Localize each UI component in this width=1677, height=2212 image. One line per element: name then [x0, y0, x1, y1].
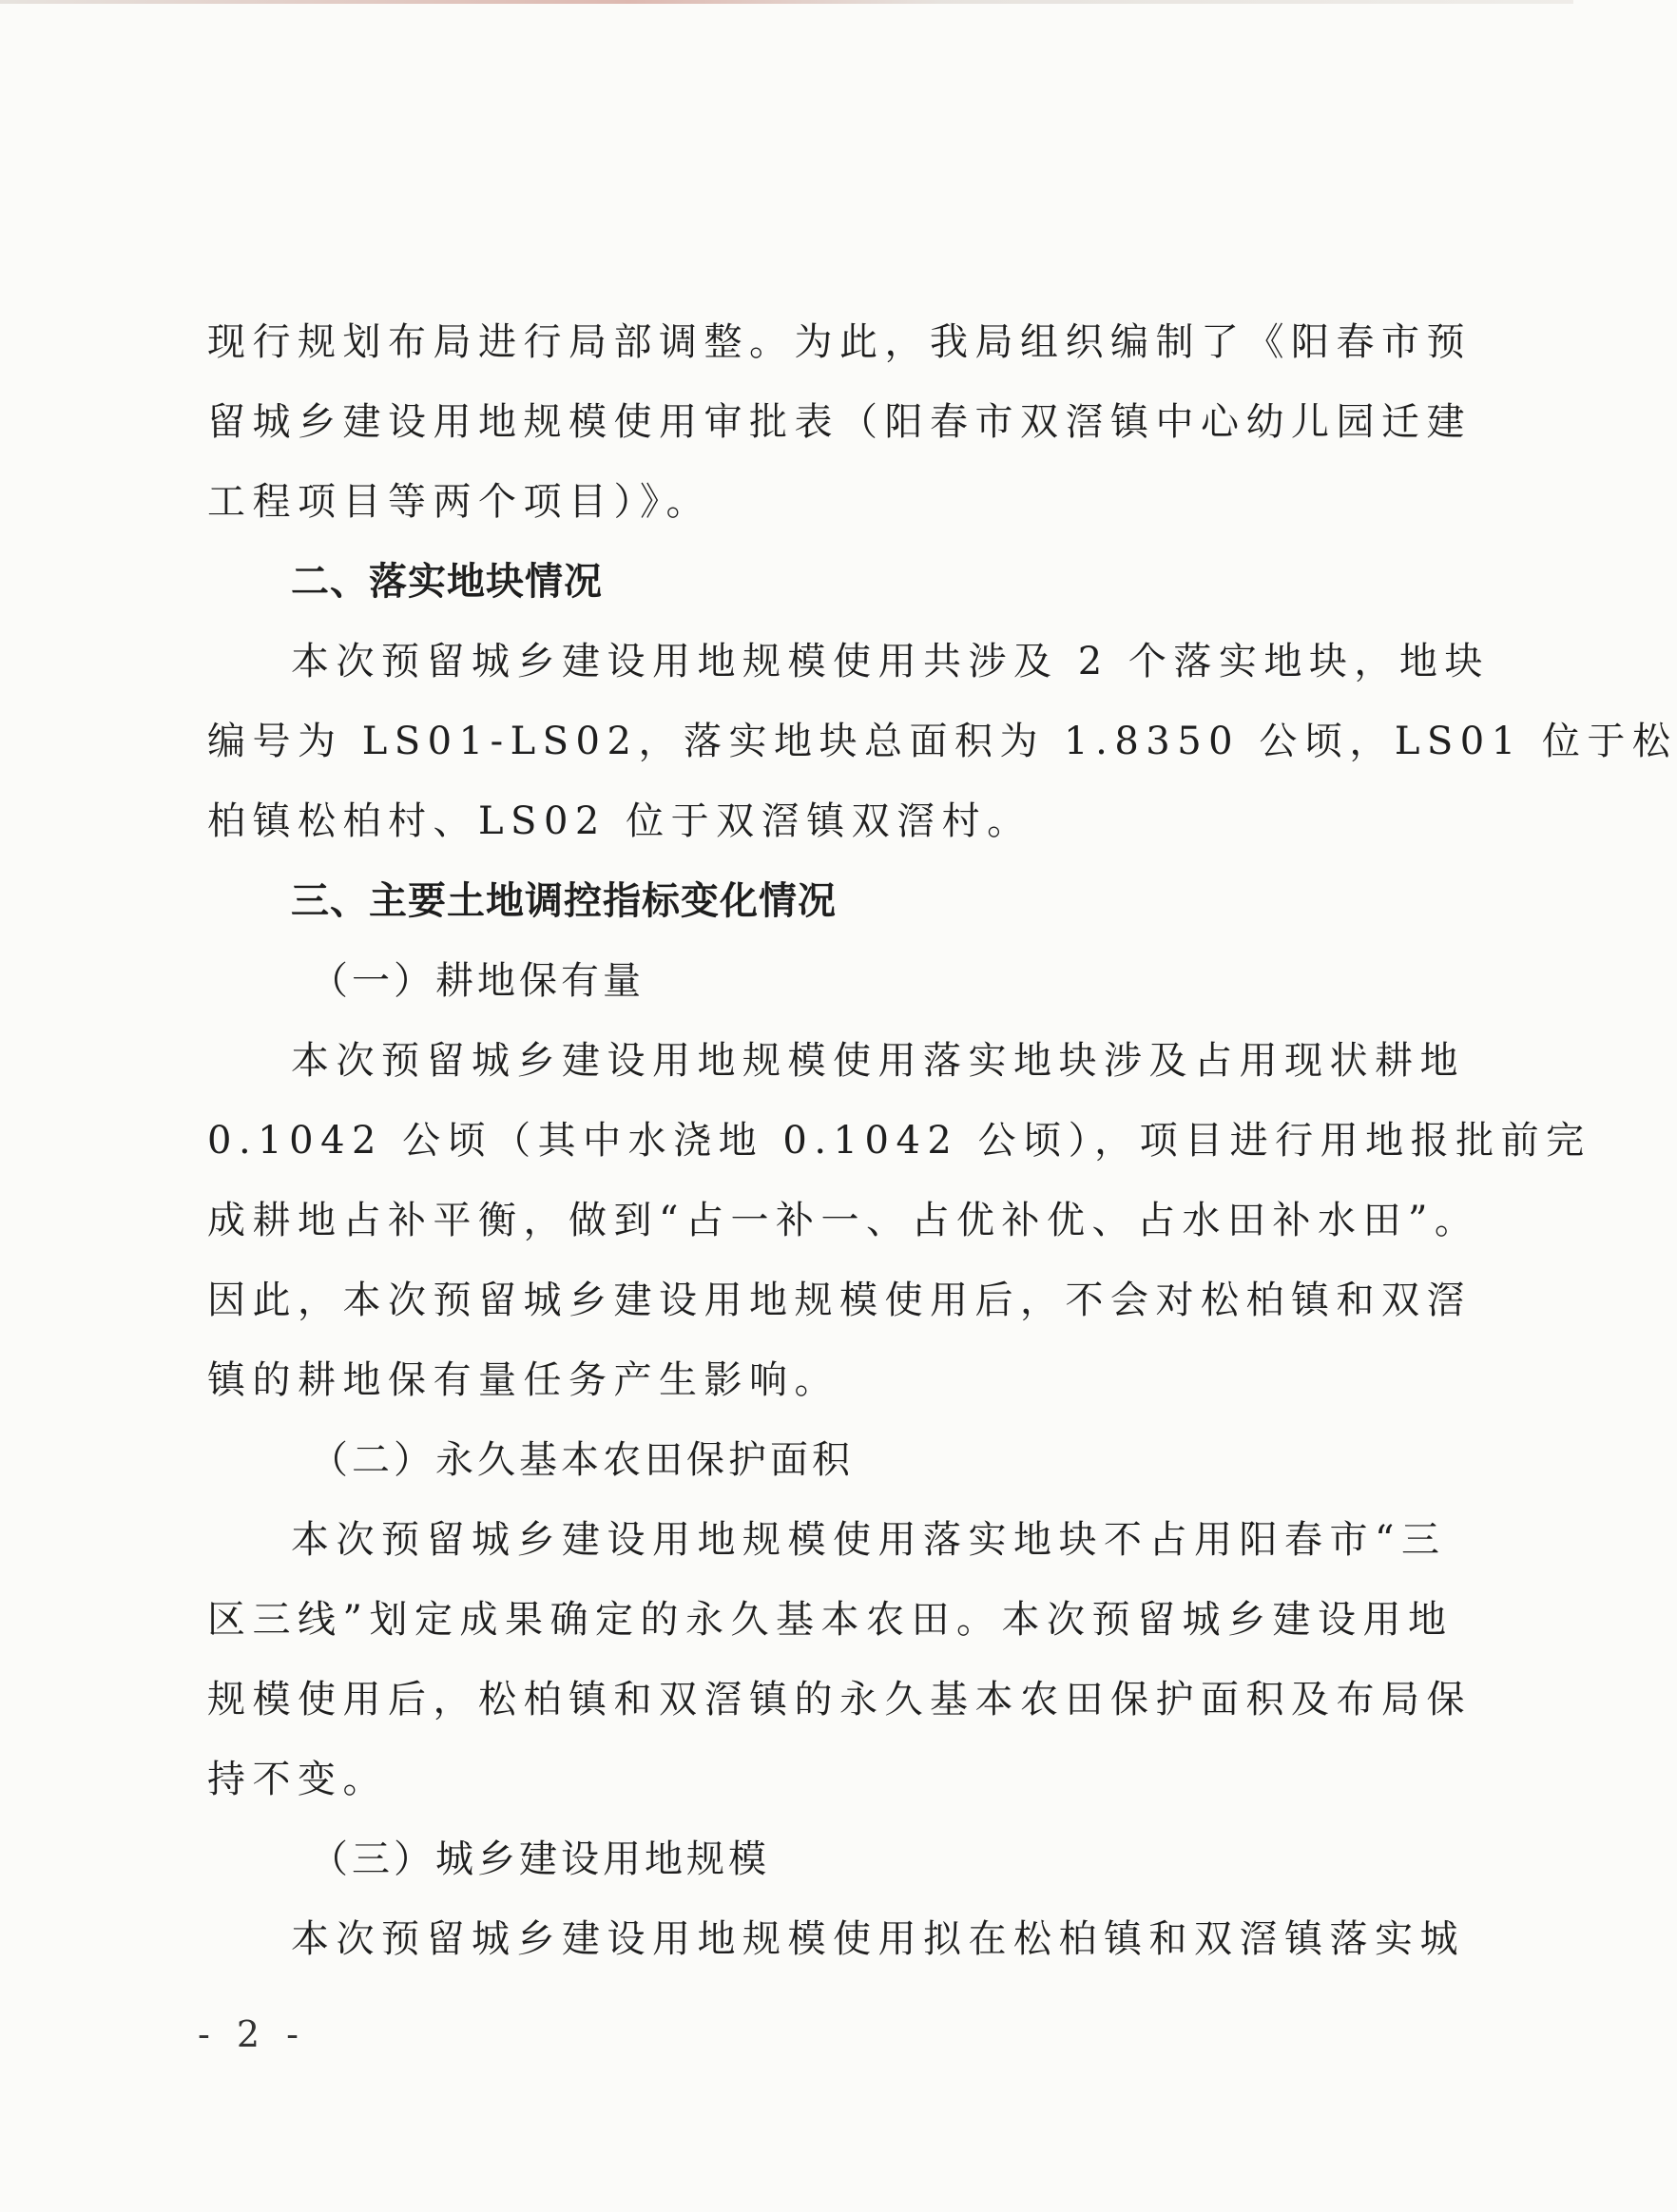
text-line: 本次预留城乡建设用地规模使用落实地块涉及占用现状耕地 [291, 1039, 1465, 1083]
section-heading-2: 二、落实地块情况 [291, 560, 603, 604]
subsection-heading-1: （一）耕地保有量 [310, 959, 645, 1003]
text-line: 编号为 LS01-LS02，落实地块总面积为 1.8350 公顷，LS01 位于松 [207, 720, 1677, 763]
section-heading-3: 三、主要土地调控指标变化情况 [291, 879, 837, 923]
subsection-heading-2: （二）永久基本农田保护面积 [310, 1438, 854, 1482]
text-line: 柏镇松柏村、LS02 位于双滘镇双滘村。 [207, 799, 1032, 843]
document-body [207, 302, 1677, 1979]
text-line: 0.1042 公顷（其中水浇地 0.1042 公顷），项目进行用地报批前完 [207, 1119, 1591, 1163]
text-line: 持不变。 [207, 1758, 388, 1801]
subsection-heading-3: （三）城乡建设用地规模 [310, 1837, 770, 1881]
page-number: - 2 - [198, 2013, 307, 2055]
text-line: 工程项目等两个项目）》。 [207, 480, 711, 524]
text-line: 成耕地占补平衡，做到“占一补一、占优补优、占水田补水田”。 [207, 1199, 1480, 1242]
text-line: 本次预留城乡建设用地规模使用拟在松柏镇和双滘镇落实城 [291, 1917, 1465, 1961]
text-line: 镇的耕地保有量任务产生影响。 [207, 1358, 839, 1402]
text-line: 规模使用后，松柏镇和双滘镇的永久基本农田保护面积及布局保 [207, 1678, 1472, 1722]
text-line: 现行规划布局进行局部调整。为此，我局组织编制了《阳春市预 [207, 320, 1472, 364]
scan-top-edge [0, 0, 1573, 4]
text-line: 本次预留城乡建设用地规模使用落实地块不占用阳春市“三 [291, 1518, 1447, 1562]
text-line: 因此，本次预留城乡建设用地规模使用后，不会对松柏镇和双滘 [207, 1279, 1472, 1322]
text-line: 区三线”划定成果确定的永久基本农田。本次预留城乡建设用地 [207, 1598, 1454, 1642]
text-line: 留城乡建设用地规模使用审批表（阳春市双滘镇中心幼儿园迁建 [207, 400, 1472, 444]
text-line: 本次预留城乡建设用地规模使用共涉及 2 个落实地块，地块 [291, 640, 1490, 683]
